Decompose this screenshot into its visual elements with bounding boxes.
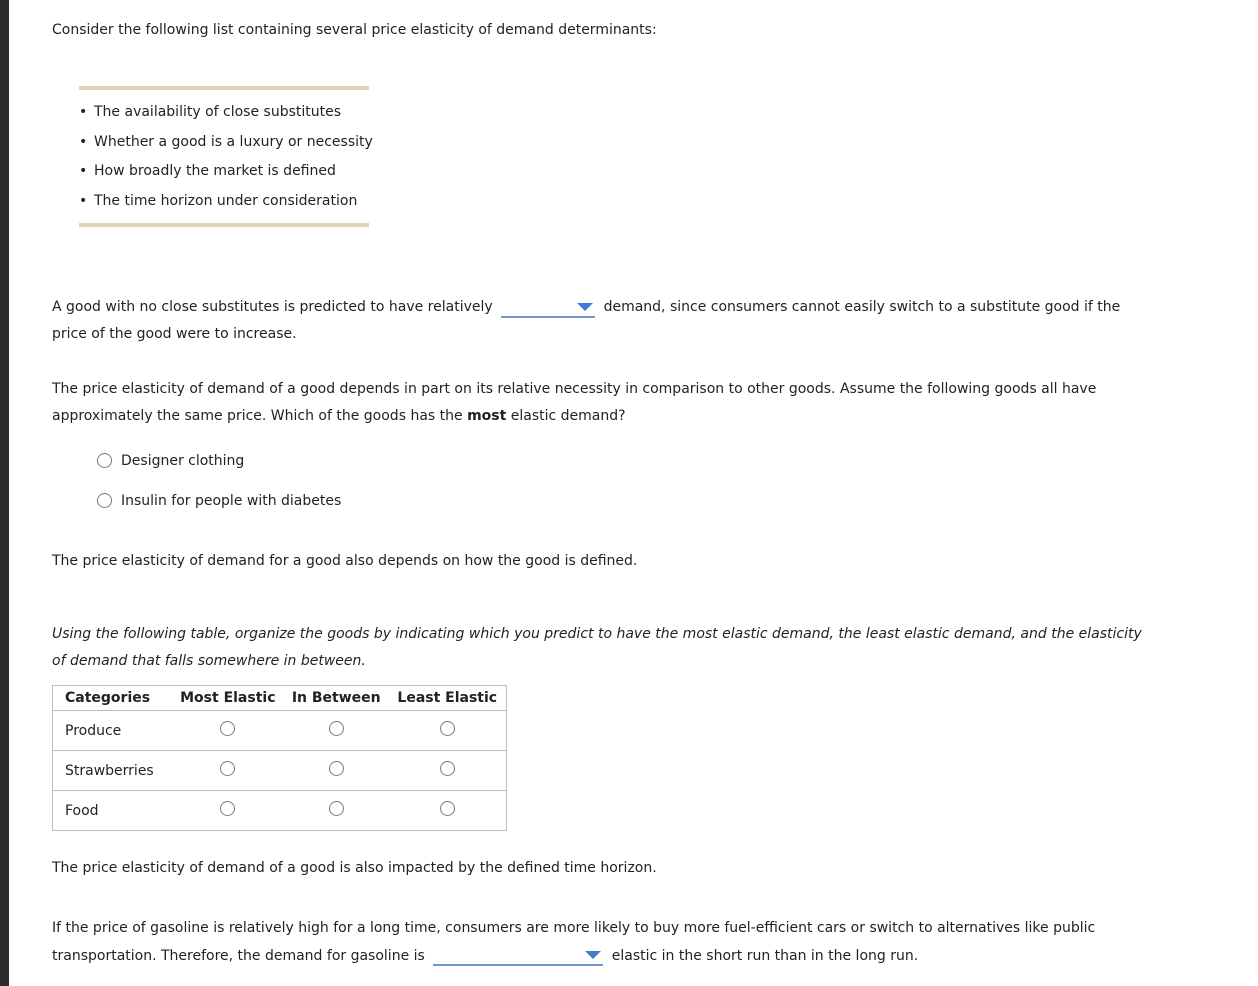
table-header-row [53, 686, 507, 711]
question-substitutes: A good with no close substitutes is predicted to have relatively demand, since consumers cannot easily switch to a substitute good if the price of the good were to increase. [52, 299, 1121, 342]
header-categories: Categories [65, 690, 151, 706]
produce-most-elastic-radio[interactable] [220, 721, 235, 736]
strawberries-least-elastic-radio[interactable] [440, 761, 455, 776]
time-horizon-text: The price elasticity of demand of a good is also impacted by the defined time horizon. [52, 860, 657, 876]
row-label: Food [53, 791, 172, 831]
strawberries-in-between-radio[interactable] [329, 761, 344, 776]
table-row [53, 711, 507, 751]
radio-button[interactable] [97, 493, 112, 508]
gasoline-dropdown[interactable] [433, 948, 603, 966]
radio-button[interactable] [97, 453, 112, 468]
row-label: Strawberries [53, 751, 172, 791]
list-item: • How broadly the market is defined [79, 163, 336, 179]
row-label: Produce [53, 711, 172, 751]
table-row [53, 751, 507, 791]
header-most-elastic: Most Elastic [180, 690, 276, 706]
header-in-between: In Between [291, 690, 381, 706]
food-in-between-radio[interactable] [329, 801, 344, 816]
produce-least-elastic-radio[interactable] [440, 721, 455, 736]
question-gasoline: If the price of gasoline is relatively high for a long time, consumers are more likely to buy more fuel-efficient cars or switch to alternatives like public transportation. Therefore, the demand for gasoline is elastic in the short run than in the long run. [52, 920, 1096, 964]
list-item: • The time horizon under consideration [79, 192, 358, 209]
option-designer-clothing[interactable]: Designer clothing [97, 451, 244, 471]
intro-text: Consider the following list containing several price elasticity of demand determinants: [52, 22, 657, 38]
list-item: • Whether a good is a luxury or necessity [79, 133, 373, 150]
definition-text: The price elasticity of demand for a good also depends on how the good is defined. [52, 553, 638, 569]
option-insulin[interactable]: Insulin for people with diabetes [97, 491, 341, 511]
bullet-icon: • [79, 192, 88, 209]
bullet-icon: • [79, 104, 88, 120]
list-item: • The availability of close substitutes [79, 104, 342, 120]
strawberries-most-elastic-radio[interactable] [220, 761, 235, 776]
bullet-icon: • [79, 133, 88, 150]
food-most-elastic-radio[interactable] [220, 801, 235, 816]
produce-in-between-radio[interactable] [329, 721, 344, 736]
substitutes-dropdown[interactable] [501, 300, 595, 318]
header-least-elastic: Least Elastic [397, 690, 498, 706]
bullet-icon: • [79, 163, 88, 179]
determinants-list [79, 102, 373, 220]
caret-down-icon [577, 303, 593, 311]
question-necessity: The price elasticity of demand of a good depends in part on its relative necessity in comparison to other goods. Assume the following goods all have approximately the same price. Which of the goods has the most elastic demand? [52, 381, 1097, 424]
table-row [53, 791, 507, 831]
food-least-elastic-radio[interactable] [440, 801, 455, 816]
left-edge-bar [0, 0, 9, 986]
elasticity-table [52, 685, 507, 831]
determinants-box [79, 86, 373, 227]
caret-down-icon [585, 951, 601, 959]
table-instructions: Using the following table, organize the goods by indicating which you predict to have the most elastic demand, the least elastic demand, and the elasticity of demand that falls somewhere in between. [52, 626, 1142, 669]
